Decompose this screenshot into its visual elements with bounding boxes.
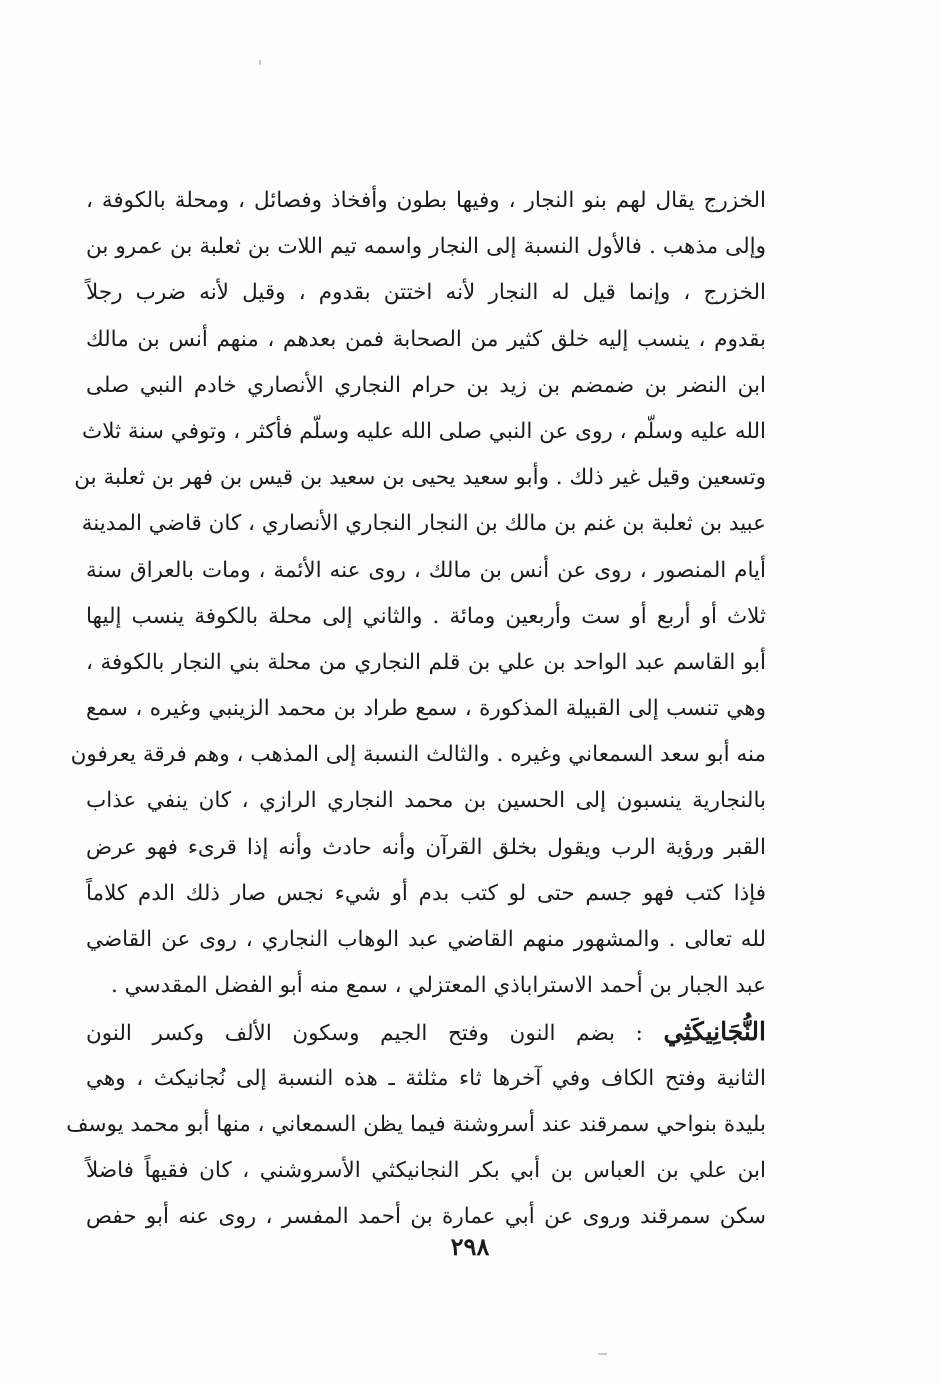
entry-definition-start: : بضم النون وفتح الجيم وسكون الألف وكسر النون — [86, 1021, 643, 1047]
text-line: وهي تنسب إلى القبيلة المذكورة ، سمع طراد بن محمد الزينبي وغيره ، سمع — [86, 696, 766, 722]
text-line: أيام المنصور ، روى عن أنس بن مالك ، روى عنه الأئمة ، ومات بالعراق سنة — [86, 557, 766, 583]
text-line: ابن علي بن العباس بن أبي بكر النجانيكثي الأسروشني ، كان فقيهاً فاضلاً — [86, 1157, 766, 1183]
paper-mark — [598, 1353, 607, 1355]
text-line: وتسعين وقيل غير ذلك . وأبو سعيد يحيى بن سعيد بن قيس بن فهر بن ثعلبة بن — [74, 465, 766, 491]
text-line: سكن سمرقند وروى عن أبي عمارة بن أحمد المفسر ، روى عنه أبو حفص — [86, 1204, 766, 1230]
page-number: ٢٩٨ — [450, 1232, 490, 1261]
text-line: ثلاث أو أربع أو ست وأربعين ومائة . والثاني إلى محلة بالكوفة ينسب إليها — [86, 603, 766, 629]
text-line: القبر ورؤية الرب ويقول بخلق القرآن وأنه حادث وأنه إذا قرىء فهو عرض — [86, 834, 766, 860]
text-line: عبيد بن ثعلبة بن غنم بن مالك بن النجار النجاري الأنصاري ، كان قاضي المدينة — [81, 511, 766, 537]
paper-mark — [259, 60, 261, 65]
text-line: بليدة بنواحي سمرقند عند أسروشنة فيما يظن السمعاني ، منها أبو محمد يوسف — [66, 1111, 766, 1137]
text-line: أبو القاسم عبد الواحد بن علي بن قلم النجاري من محلة بني النجار بالكوفة ، — [86, 649, 766, 675]
body-text — [66, 178, 766, 1240]
text-line: لله تعالى . والمشهور منهم القاضي عبد الوهاب النجاري ، روى عن القاضي — [86, 927, 766, 952]
text-line: الخزرج ، وإنما قيل له النجار لأنه اختتن بقدوم ، وقيل لأنه ضرب رجلاً — [86, 280, 766, 306]
text-line: بقدوم ، ينسب إليه خلق كثير من الصحابة فمن بعدهم ، منهم أنس بن مالك — [86, 326, 766, 352]
entry-headword: النُّجَانِيكَثِي — [663, 1017, 766, 1047]
text-line: عبد الجبار بن أحمد الاستراباذي المعتزلي ، سمع منه أبو الفضل المقدسي . — [110, 973, 766, 999]
text-line: وإلى مذهب . فالأول النسبة إلى النجار واسمه تيم اللات بن ثعلبة بن عمرو بن — [86, 234, 766, 260]
text-line: فإذا كتب فهو جسم حتى لو كتب بدم أو شيء نجس صار ذلك الدم كلاماً — [86, 880, 766, 906]
text-line: الله عليه وسلّم ، روى عن النبي صلى الله عليه وسلّم فأكثر ، وتوفي سنة ثلاث — [82, 418, 766, 444]
text-line: الثانية وفتح الكاف وفي آخرها ثاء مثلثة ـ هذه النسبة إلى نُجانيكث ، وهي — [86, 1065, 766, 1091]
text-line: بالنجارية ينسبون إلى الحسين بن محمد النجاري الرازي ، كان ينفي عذاب — [86, 788, 766, 814]
entry-first-line — [86, 1009, 766, 1055]
text-line: ابن النضر بن ضمضم بن زيد بن حرام النجاري الأنصاري خادم النبي صلى — [86, 372, 766, 398]
text-line: الخزرج يقال لهم بنو النجار ، وفيها بطون وأفخاذ وفصائل ، ومحلة بالكوفة ، — [86, 188, 766, 213]
text-line: منه أبو سعد السمعاني وغيره . والثالث النسبة إلى المذهب ، وهم فرقة يعرفون — [70, 742, 766, 768]
